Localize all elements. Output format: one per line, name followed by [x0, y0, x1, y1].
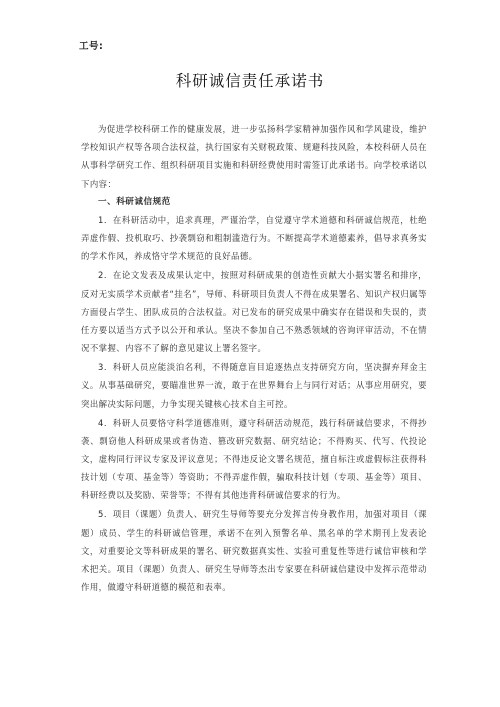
clause-paragraph: 3．科研人员应能淡泊名利，不得随意盲目追逐热点支持研究方向，坚决摒弃拜金主义。从事基础研究，要瞄准世界一流，敢于在世界舞台上与同行对话；从事应用研究，要突出解决实际问题，力争实现关键核心技术自主可控。 [81, 362, 427, 409]
work-number-label: 工号: [79, 41, 104, 52]
clause-paragraph: 2．在论文发表及成果认定中，按照对科研成果的创造性贡献大小据实署名和排序，反对无实质学术贡献者“挂名”，导师、科研项目负责人不得在成果署名、知识产权归属等方面侵占学生、团队成员的合法权益。对已发布的研究成果中确实存在错误和失误的，责任方要以适当方式予以公开和承认。坚决不参加自己不熟悉领域的咨询评审活动，不在情况不掌握、内容不了解的意见建议上署名签字。 [81, 270, 427, 354]
document-title: 科研诚信责任承诺书 [175, 72, 325, 90]
clause-paragraph: 5．项目（课题）负责人、研究生导师等要充分发挥言传身教作用，加强对项目（课题）成员、学生的科研诚信管理，承诺不在列入预警名单、黑名单的学术期刊上发表论文，对重要论文等科研成果的署名、研究数据真实性、实验可重复性等进行诚信审核和学术把关。项目（课题）负责人、研究生导师等杰出专家要在科研诚信建设中发挥示范带动作用，做遵守科研道德的模范和表率。 [81, 509, 427, 593]
clause-paragraph: 4．科研人员要恪守科学道德准则，遵守科研活动规范，践行科研诚信要求，不得抄袭、剽窃他人科研成果或者伪造、篡改研究数据、研究结论；不得购买、代写、代投论文，虚构同行评议专家及评议意见；不得违反论文署名规范，擅自标注或虚假标注获得科技计划（专项、基金等）等资助；不得弄虚作假，骗取科技计划（专项、基金等）项目、科研经费以及奖励、荣誉等；不得有其他违背科研诚信要求的行为。 [81, 417, 427, 501]
document-body [81, 120, 427, 596]
intro-paragraph: 为促进学校科研工作的健康发展，进一步弘扬科学家精神加强作风和学风建设，维护学校知识产权等各项合法权益，执行国家有关财税政策、规避科技风险，本校科研人员在从事科学研究工作、组织科研项目实施和科研经费使用时需签订此承诺书。向学校承诺以下内容： [81, 124, 427, 189]
section-heading: 一、科研诚信规范 [98, 196, 171, 207]
clause-paragraph: 1．在科研活动中，追求真理，严谨治学，自觉遵守学术道德和科研诚信规范，杜绝弄虚作假、投机取巧、抄袭剽窃和粗制滥造行为。不断提高学术道德素养，倡导求真务实的学术作风，养成恪守学术规范的良好品德。 [81, 215, 427, 262]
